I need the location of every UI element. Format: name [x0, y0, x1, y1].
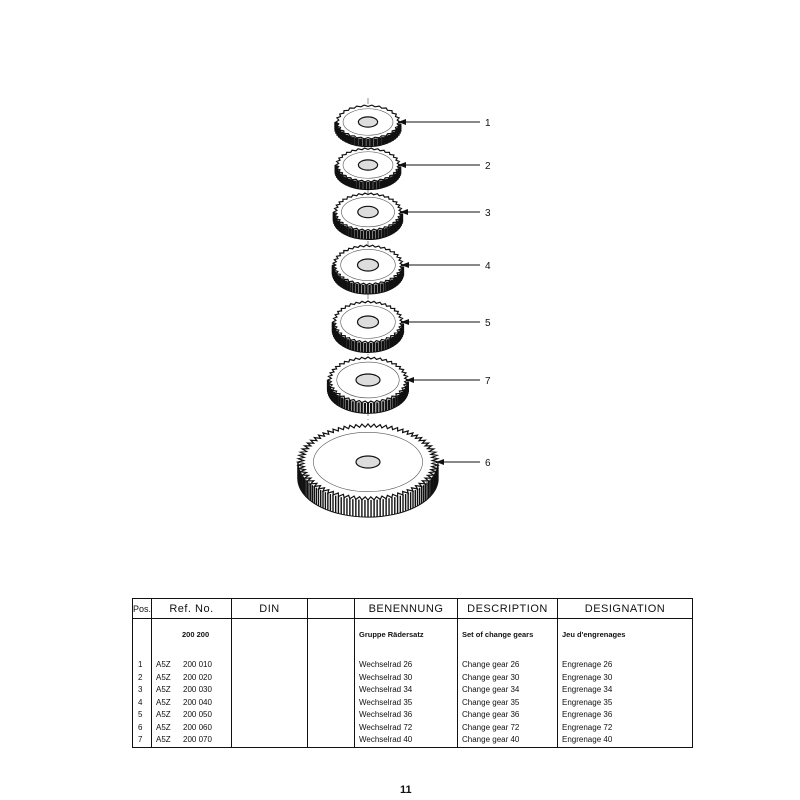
row-ref-number: 200 060	[183, 722, 212, 732]
row-blank	[308, 684, 355, 697]
group-benennung: Gruppe Rädersatz	[355, 627, 458, 643]
row-pos: 5	[133, 709, 152, 722]
row-description: Change gear 26	[458, 659, 558, 672]
row-description: Change gear 36	[458, 709, 558, 722]
row-pos: 3	[133, 684, 152, 697]
row-benennung: Wechselrad 40	[355, 734, 458, 747]
group-description: Set of change gears	[458, 627, 558, 643]
row-benennung: Wechselrad 35	[355, 697, 458, 710]
table-row	[133, 672, 693, 685]
row-ref-number: 200 050	[183, 710, 212, 719]
row-ref	[152, 684, 232, 697]
spacer-row	[133, 619, 693, 628]
row-din	[232, 697, 308, 710]
callout-label-2: 2	[485, 161, 491, 172]
page-number: 11	[400, 784, 412, 796]
row-ref-prefix: A5Z	[156, 672, 171, 682]
group-designation: Jeu d'engrenages	[558, 627, 693, 643]
row-ref-prefix: A5Z	[156, 735, 171, 744]
gap-row	[133, 643, 693, 659]
row-description: Change gear 40	[458, 734, 558, 747]
callout-label-5: 5	[485, 318, 491, 329]
row-din	[232, 659, 308, 672]
row-description: Change gear 34	[458, 684, 558, 697]
callout-label-3: 3	[485, 208, 491, 219]
gear-7	[298, 424, 438, 517]
row-description: Change gear 35	[458, 697, 558, 710]
row-din	[232, 684, 308, 697]
row-pos: 6	[133, 722, 152, 735]
row-pos: 1	[133, 659, 152, 672]
row-ref	[152, 672, 232, 685]
row-ref-number: 200 040	[183, 697, 212, 707]
row-ref-number: 200 010	[183, 660, 212, 669]
header-pos: Pos.	[133, 599, 152, 619]
row-din	[232, 672, 308, 685]
table-row	[133, 659, 693, 672]
row-pos: 4	[133, 697, 152, 710]
row-blank	[308, 734, 355, 747]
group-ref: 200 200	[152, 627, 232, 643]
row-ref	[152, 709, 232, 722]
row-ref-number: 200 070	[183, 735, 212, 744]
row-benennung: Wechselrad 72	[355, 722, 458, 735]
header-description: DESCRIPTION	[458, 599, 558, 619]
row-ref-number: 200 030	[183, 685, 212, 694]
parts-table	[132, 598, 693, 748]
row-designation: Engrenage 30	[558, 672, 693, 685]
row-ref	[152, 697, 232, 710]
header-ref-no: Ref. No.	[152, 599, 232, 619]
table-row	[133, 734, 693, 747]
table-header-row	[133, 599, 693, 619]
gear-4	[333, 245, 403, 294]
callout-label-4: 4	[485, 261, 491, 272]
row-blank	[308, 659, 355, 672]
row-benennung: Wechselrad 36	[355, 709, 458, 722]
row-designation: Engrenage 34	[558, 684, 693, 697]
callout-label-6: 6	[485, 458, 491, 469]
row-designation: Engrenage 26	[558, 659, 693, 672]
callout-label-7: 7	[485, 376, 491, 387]
row-ref-prefix: A5Z	[156, 722, 171, 732]
row-blank	[308, 697, 355, 710]
row-designation: Engrenage 72	[558, 722, 693, 735]
header-designation: DESIGNATION	[558, 599, 693, 619]
row-ref-number: 200 020	[183, 672, 212, 682]
row-ref	[152, 722, 232, 735]
gear-6	[328, 357, 408, 413]
table-row	[133, 722, 693, 735]
row-ref-prefix: A5Z	[156, 710, 171, 719]
gear-5	[333, 301, 403, 352]
row-description: Change gear 30	[458, 672, 558, 685]
callout-label-1: 1	[485, 118, 491, 129]
row-pos: 2	[133, 672, 152, 685]
row-ref	[152, 659, 232, 672]
header-blank	[308, 599, 355, 619]
row-din	[232, 734, 308, 747]
row-ref-prefix: A5Z	[156, 660, 171, 669]
row-din	[232, 722, 308, 735]
row-designation: Engrenage 35	[558, 697, 693, 710]
row-pos: 7	[133, 734, 152, 747]
row-benennung: Wechselrad 26	[355, 659, 458, 672]
table-row	[133, 709, 693, 722]
row-din	[232, 709, 308, 722]
group-row	[133, 627, 693, 643]
row-blank	[308, 709, 355, 722]
row-designation: Engrenage 40	[558, 734, 693, 747]
header-benennung: BENENNUNG	[355, 599, 458, 619]
row-ref	[152, 734, 232, 747]
row-benennung: Wechselrad 30	[355, 672, 458, 685]
row-description: Change gear 72	[458, 722, 558, 735]
gear-stack	[298, 105, 438, 517]
header-din: DIN	[232, 599, 308, 619]
gear-1	[336, 105, 400, 147]
row-ref-prefix: A5Z	[156, 697, 171, 707]
row-benennung: Wechselrad 34	[355, 684, 458, 697]
row-blank	[308, 722, 355, 735]
row-designation: Engrenage 36	[558, 709, 693, 722]
table-row	[133, 684, 693, 697]
row-ref-prefix: A5Z	[156, 685, 171, 694]
gear-2	[336, 148, 400, 190]
row-blank	[308, 672, 355, 685]
table-row	[133, 697, 693, 710]
gear-3	[334, 193, 402, 239]
callout-group	[398, 118, 491, 469]
